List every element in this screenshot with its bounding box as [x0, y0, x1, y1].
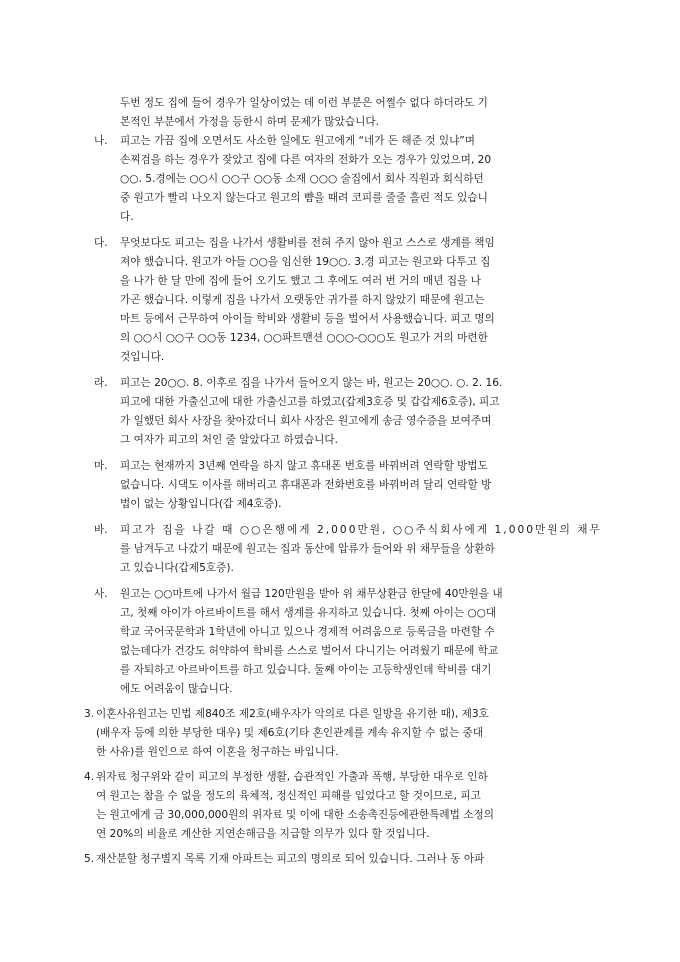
text-line: 를 남겨두고 나갔기 때문에 원고는 집과 동산에 압류가 들어와 위 채무들을 상환하 [120, 543, 495, 555]
section-label-5: 5. [84, 853, 95, 865]
text-line: 는 원고에게 금 30,000,000원의 위자료 및 이에 대한 소송촉진등에관한특례법 소정의 [96, 809, 494, 821]
text-line: 다. [120, 211, 134, 223]
text-line: 를 자퇴하고 아르바이트를 하고 있습니다. 둘째 아이는 고등학생인데 학비를 대기 [120, 664, 492, 676]
text-line: 연 20%의 비율로 계산한 지연손해금을 지급할 의무가 있다 할 것입니다. [96, 828, 430, 840]
text-line: 에도 어려움이 많습니다. [120, 683, 233, 695]
text-line: 두번 정도 집에 들어 경우가 일상이었는 데 이런 부분은 어쩔수 없다 하더라도 기 [120, 97, 488, 109]
section-label-3: 3. [84, 708, 95, 720]
section-label-4: 4. [84, 771, 95, 783]
text-line: 져야 했습니다. 원고가 아들 ○○을 임신한 19○○. 3.경 피고는 원고와 다투고 집 [120, 256, 491, 268]
text-line: 을 나가 한 달 만에 집에 들어 오기도 했고 그 후에도 여러 번 거의 매년 집을 나 [120, 275, 481, 287]
item-label-ra: 라. [94, 377, 108, 389]
item-label-da: 다. [94, 237, 108, 249]
text-line: 중 원고가 빨리 나오지 않는다고 원고의 뺨을 때려 코피를 줄줄 흘린 적도 있습니 [120, 192, 488, 204]
item-label-ba: 바. [94, 524, 108, 536]
item-label-ma: 마. [94, 460, 108, 472]
text-line: 가곤 했습니다. 이렇게 집을 나가서 오랫동안 귀가를 하지 않았기 때문에 원고는 [120, 294, 485, 306]
text-line: 피고는 현재까지 3년째 연락을 하지 않고 휴대폰 번호를 바꿔버려 연락할 방법도 [120, 460, 488, 472]
text-line: 의 ○○시 ○○구 ○○동 1234, ○○파트맨션 ○○○-○○○도 원고가 거의 마련한 [120, 332, 488, 344]
text-line: 것입니다. [120, 351, 165, 363]
text-line: 마트 등에서 근무하여 아이들 학비와 생활비 등을 벌어서 사용했습니다. 피고 명의 [120, 313, 495, 325]
text-line: 가 일했던 회사 사장을 찾아갔더니 회사 사장은 원고에게 송금 영수증을 보여주며 [120, 415, 492, 427]
text-line: (배우자 등에 의한 부당한 대우) 및 제6호(기타 혼인관계를 계속 유지할 수 없는 중대 [96, 727, 484, 739]
text-line: 고 있습니다(갑제5호증). [120, 562, 234, 574]
item-label-sa: 사. [94, 588, 108, 600]
text-line: 이혼사유원고는 민법 제840조 제2호(배우자가 악의로 다른 일방을 유기한 때), 제3호 [96, 708, 489, 720]
text-line: 피고에 대한 가출신고에 대한 가출신고를 하였고(갑제3호증 및 갑갑제6호증), 피고 [120, 396, 500, 408]
text-line: 원고는 ○○마트에 나가서 월급 120만원을 받아 위 채무상환금 한달에 40만원을 내 [120, 588, 503, 600]
text-line: 피고는 20○○. 8. 이후로 집을 나가서 들어오지 않는 바, 원고는 20○○. ○. 2. 16. [120, 377, 503, 389]
text-line: 없는데다가 건강도 허약하여 학비를 스스로 벌어서 다니기는 어려웠기 때문에 학교 [120, 645, 499, 657]
text-line: 한 사유)를 원인으로 하여 이혼을 청구하는 바입니다. [96, 746, 339, 758]
text-line: 그 여자가 피고의 처인 줄 알았다고 하였습니다. [120, 434, 339, 446]
text-line: 피고는 가끔 집에 오면서도 사소한 일에도 원고에게 “네가 돈 해준 것 있냐”며 [120, 135, 476, 147]
text-line: 무엇보다도 피고는 집을 나가서 생활비를 전혀 주지 않아 원고 스스로 생계를 책임 [120, 237, 495, 249]
text-line: 법이 없는 상황입니다(갑 제4호증). [120, 498, 282, 510]
text-line: 본적인 부분에서 가정을 등한시 하며 문제가 많았습니다. [120, 116, 379, 128]
text-line: 손찌검을 하는 경우가 잦았고 집에 다른 여자의 전화가 오는 경우가 있었으며, 20 [120, 154, 492, 166]
text-line: 여 원고는 참을 수 없을 정도의 육체적, 정신적인 피해를 입었다고 할 것이므로, 피고 [96, 790, 481, 802]
text-line: ○○. 5.경에는 ○○시 ○○구 ○○동 소재 ○○○ 술집에서 회사 직원과 회식하던 [120, 173, 484, 185]
text-line: 피고가 집을 나갈 때 ○○은행에게 2,000만원, ○○주식회사에게 1,000만원의 채무 [120, 524, 602, 536]
text-line: 학교 국어국문학과 1학년에 아니고 있으나 경제적 어려움으로 등록금을 마련할 수 [120, 626, 495, 638]
text-line: 위자료 청구위와 같이 피고의 부정한 생활, 습관적인 가출과 폭행, 부당한 대우로 인하 [96, 771, 488, 783]
item-label-na: 나. [94, 135, 108, 147]
text-line: 없습니다. 시댁도 이사를 해버리고 휴대폰과 전화번호를 바꿔버려 달리 연락할 방 [120, 479, 492, 491]
text-line: 재산분할 청구별지 목록 기재 아파트는 피고의 명의로 되어 있습니다. 그러나 동 아파 [96, 853, 485, 865]
text-line: 고, 첫째 아이가 아르바이트를 해서 생계를 유지하고 있습니다. 첫째 아이는 ○○대 [120, 607, 497, 619]
